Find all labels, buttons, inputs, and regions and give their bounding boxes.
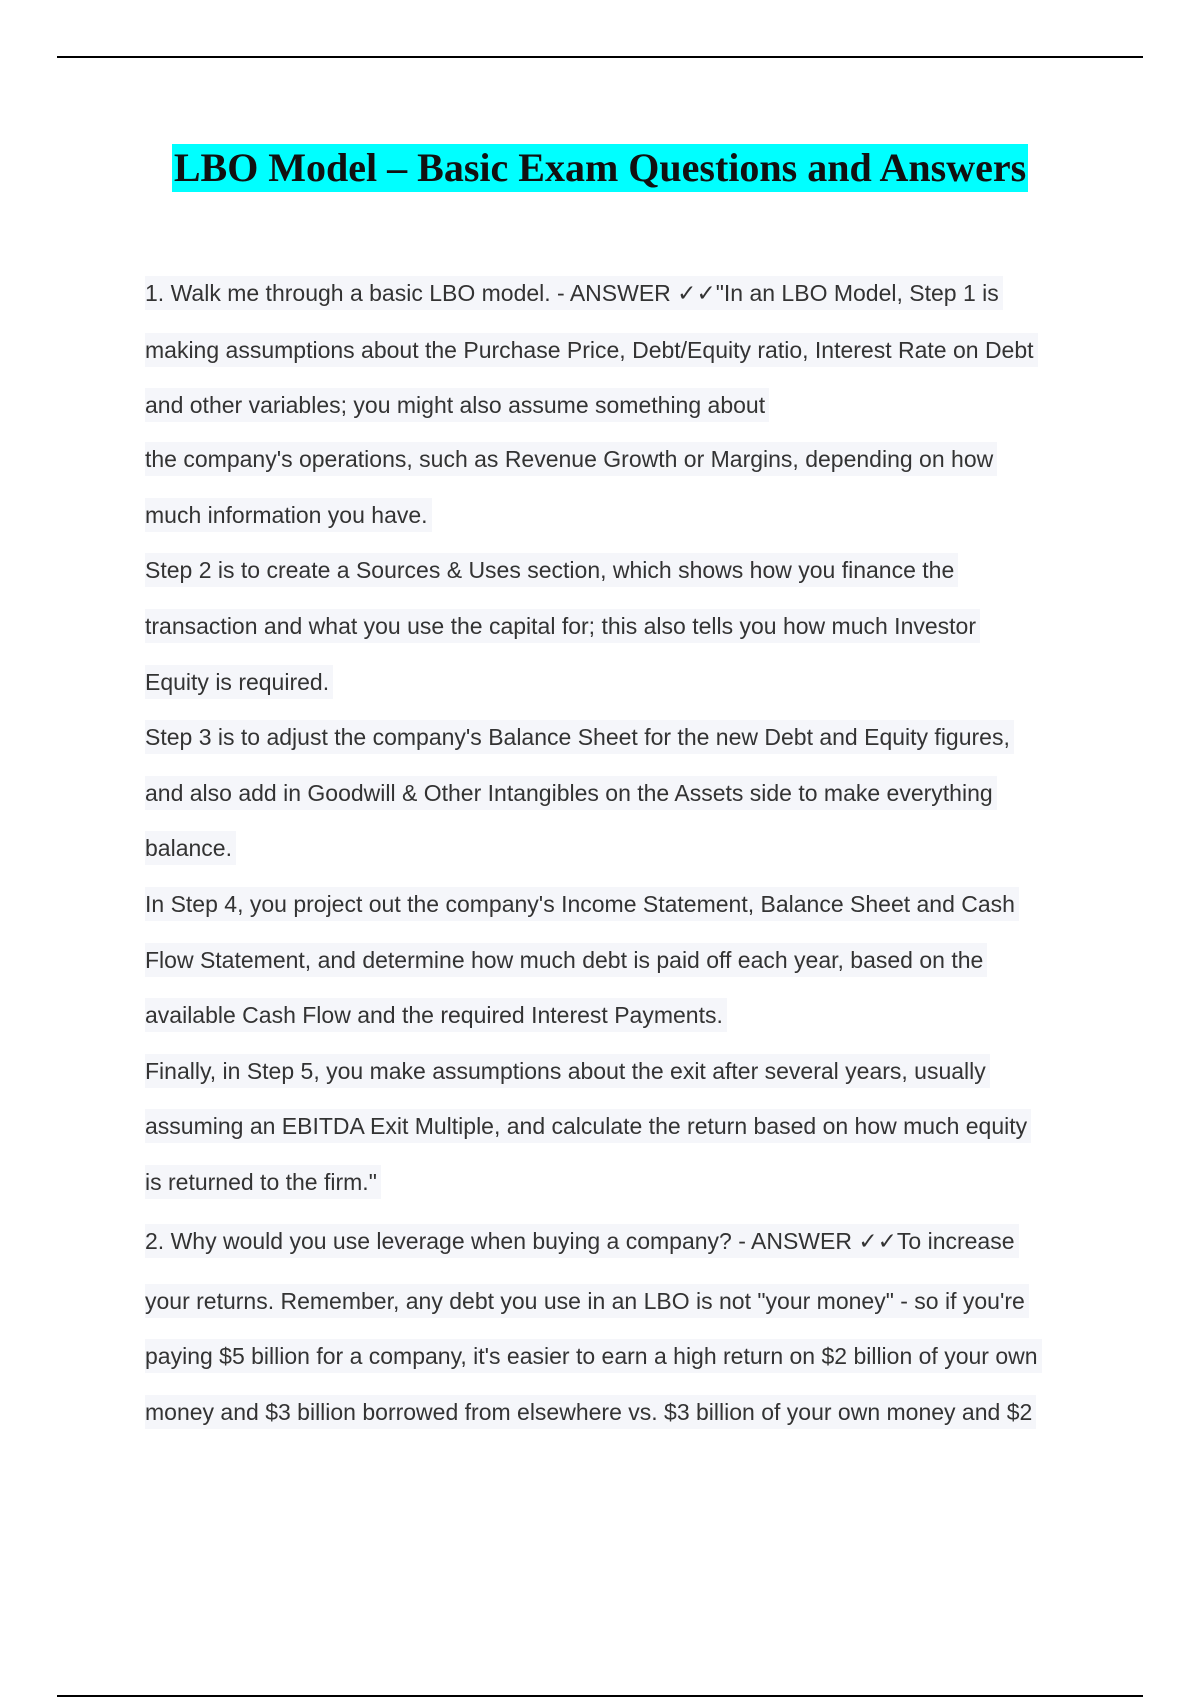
body-line: available Cash Flow and the required Interest Payments.	[145, 998, 727, 1032]
body-line: your returns. Remember, any debt you use in an LBO is not "your money" - so if you're	[145, 1284, 1029, 1318]
body-line: the company's operations, such as Revenue Growth or Margins, depending on how	[145, 442, 997, 476]
footer-rule	[57, 1695, 1143, 1697]
body-line: transaction and what you use the capital for; this also tells you how much Investor	[145, 609, 980, 643]
body-line: Equity is required.	[145, 665, 333, 699]
body-line: 1. Walk me through a basic LBO model. - ANSWER ✓✓"In an LBO Model, Step 1 is	[145, 276, 1003, 310]
body-line: Flow Statement, and determine how much debt is paid off each year, based on the	[145, 943, 987, 977]
body-line: paying $5 billion for a company, it's easier to earn a high return on $2 billion of your own	[145, 1339, 1042, 1373]
document-title: LBO Model – Basic Exam Questions and Answers	[173, 145, 1027, 190]
body-line: In Step 4, you project out the company's Income Statement, Balance Sheet and Cash	[145, 887, 1019, 921]
body-line: 2. Why would you use leverage when buying a company? - ANSWER ✓✓To increase	[145, 1224, 1019, 1258]
body-line: money and $3 billion borrowed from elsewhere vs. $3 billion of your own money and $2	[145, 1395, 1036, 1429]
body-line: making assumptions about the Purchase Price, Debt/Equity ratio, Interest Rate on Debt	[145, 333, 1038, 367]
body-line: Step 3 is to adjust the company's Balance Sheet for the new Debt and Equity figures,	[145, 720, 1014, 754]
body-line: much information you have.	[145, 498, 432, 532]
body-line: and also add in Goodwill & Other Intangibles on the Assets side to make everything	[145, 776, 997, 810]
body-line: Step 2 is to create a Sources & Uses section, which shows how you finance the	[145, 553, 958, 587]
body-line: assuming an EBITDA Exit Multiple, and calculate the return based on how much equity	[145, 1109, 1031, 1143]
body-line: and other variables; you might also assume something about	[145, 388, 769, 422]
title-container	[0, 144, 1200, 192]
body-line: Finally, in Step 5, you make assumptions about the exit after several years, usually	[145, 1054, 990, 1088]
body-line: is returned to the firm."	[145, 1165, 381, 1199]
header-rule	[57, 56, 1143, 58]
body-line: balance.	[145, 831, 236, 865]
